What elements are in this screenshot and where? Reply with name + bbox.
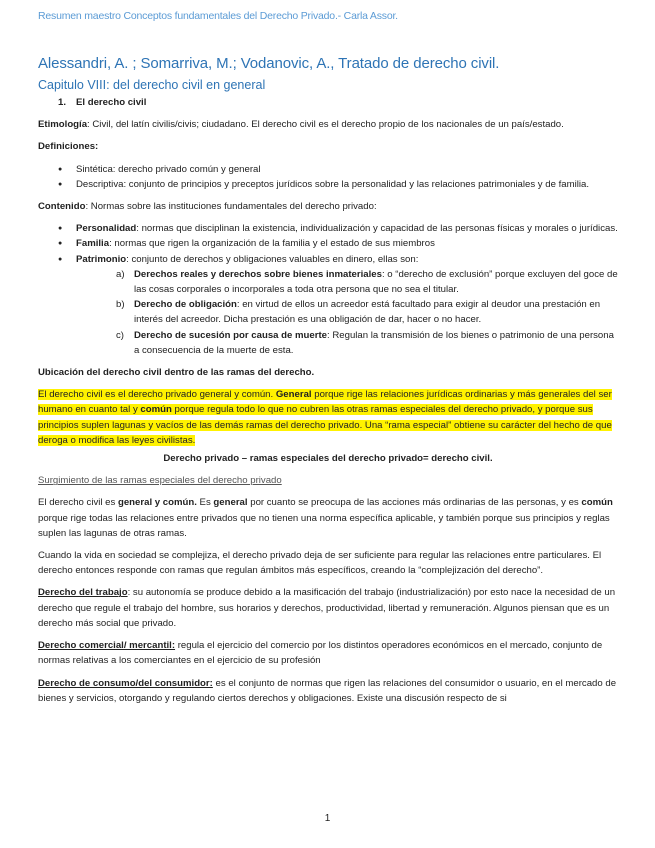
document-body — [38, 95, 618, 706]
contenido-list — [38, 221, 618, 267]
contenido-text: : Normas sobre las instituciones fundamentales del derecho privado: — [85, 201, 377, 213]
paragraph-consumo: Derecho de consumo/del consumidor: es el conjunto de normas que rigen las relaciones del consumidor o usuario, en el mercado de bienes y servicios, otorgando y regulando ciertos derechos y obligaciones. Existe una discusión respecto de si — [38, 677, 617, 704]
list-item: ● Sintética: derecho privado común y general — [38, 162, 618, 177]
paragraph-complejizacion: Cuando la vida en sociedad se complejiza, el derecho privado deja de ser suficiente para regular las relaciones entre particulares. El derecho entonces responde con ramas que regulan ámbitos más específicos, creando la “complejización del derecho”. — [38, 550, 602, 577]
list-item: ● Familia: normas que rigen la organización de la familia y el estado de sus miembros — [38, 236, 618, 251]
definiciones-label: Definiciones: — [38, 141, 99, 153]
paragraph-comercial: Derecho comercial/ mercantil: regula el ejercicio del comercio por los distintos operadores económicos en el mercado, conjunto de normas relativas a los comerciantes en el ejercicio de su profesión — [38, 640, 603, 667]
patrimonio-sublist — [38, 267, 618, 358]
document-title: Alessandri, A. ; Somarriva, M.; Vodanovic, A., Tratado de derecho civil. — [38, 55, 500, 72]
surgimiento-heading: Surgimiento de las ramas especiales del derecho privado — [38, 475, 282, 487]
list-item: ● Descriptiva: conjunto de principios y preceptos jurídicos sobre la personalidad y las relaciones patrimoniales y de familia. — [38, 177, 618, 192]
list-item: ● Personalidad: normas que disciplinan la existencia, individualización y capacidad de las personas físicas y morales o jurídicas. — [38, 221, 618, 236]
paragraph-trabajo: Derecho del trabajo: su autonomía se produce debido a la masificación del trabajo (industrialización) por esto nace la necesidad de un derecho que regule el trabajo del hombre, sus horarios y derechos, productividad, libertad y remuneración. Algunos piensan que es un derecho más social que privado. — [38, 587, 616, 629]
section-heading — [58, 95, 618, 110]
page-header: Resumen maestro Conceptos fundamentales del Derecho Privado.- Carla Assor. — [38, 10, 398, 22]
list-item: c) Derecho de sucesión por causa de muerte: Regulan la transmisión de los bienes o patrimonio de una persona a consecuencia de la muerte de esta. — [116, 329, 614, 356]
ubicacion-heading: Ubicación del derecho civil dentro de las ramas del derecho. — [38, 367, 315, 379]
list-item: a) Derechos reales y derechos sobre bienes inmateriales: o “derecho de exclusión” porque excluyen del goce de las cosas corporales o incorporales a toda otra persona que no sea el titular. — [116, 268, 618, 296]
section-label: El derecho civil — [76, 97, 147, 108]
section-number: 1. — [58, 97, 67, 108]
chapter-heading: Capitulo VIII: del derecho civil en general — [38, 78, 266, 92]
list-item: ● Patrimonio: conjunto de derechos y obligaciones valuables en dinero, ellas son: — [38, 252, 618, 267]
contenido-paragraph — [38, 199, 618, 214]
highlighted-paragraph: El derecho civil es el derecho privado general y común. General porque rige las relaciones jurídicas ordinarias y más generales del ser humano en cuanto tal y común porque regula todo lo que no cubren las otras ramas especiales del derecho privado, y porque sus principios suplen lagunas y vacíos de las demás ramas del derecho privado. Una “rama especial” obtiene su carácter del hecho de que deroga o modifica las leyes civilistas. — [38, 389, 612, 446]
page-number: 1 — [324, 813, 331, 824]
definiciones-list — [38, 162, 618, 192]
list-item: b) Derecho de obligación: en virtud de ellos un acreedor está facultado para exigir al deudor una prestación en interés del acreedor. Dicha prestación es una obligación de dar, hacer o no hacer. — [116, 299, 601, 326]
etimologia-text: : Civil, del latín civilis/civis; ciudadano. El derecho civil es el derecho propio de los nacionales de un país/estado. — [87, 119, 564, 131]
etimologia-paragraph — [38, 117, 618, 132]
formula-line: Derecho privado – ramas especiales del derecho privado= derecho civil. — [163, 453, 493, 465]
etimologia-term: Etimología — [38, 119, 88, 131]
paragraph-general-comun: El derecho civil es general y común. Es general por cuanto se preocupa de las acciones más ordinarias de las personas, y es común porque rige todas las relaciones entre privados que no tienen una norma específica aplicable, y también porque sus principios y reglas suplen las lagunas de otras ramas. — [38, 497, 613, 539]
contenido-term: Contenido — [38, 201, 86, 213]
